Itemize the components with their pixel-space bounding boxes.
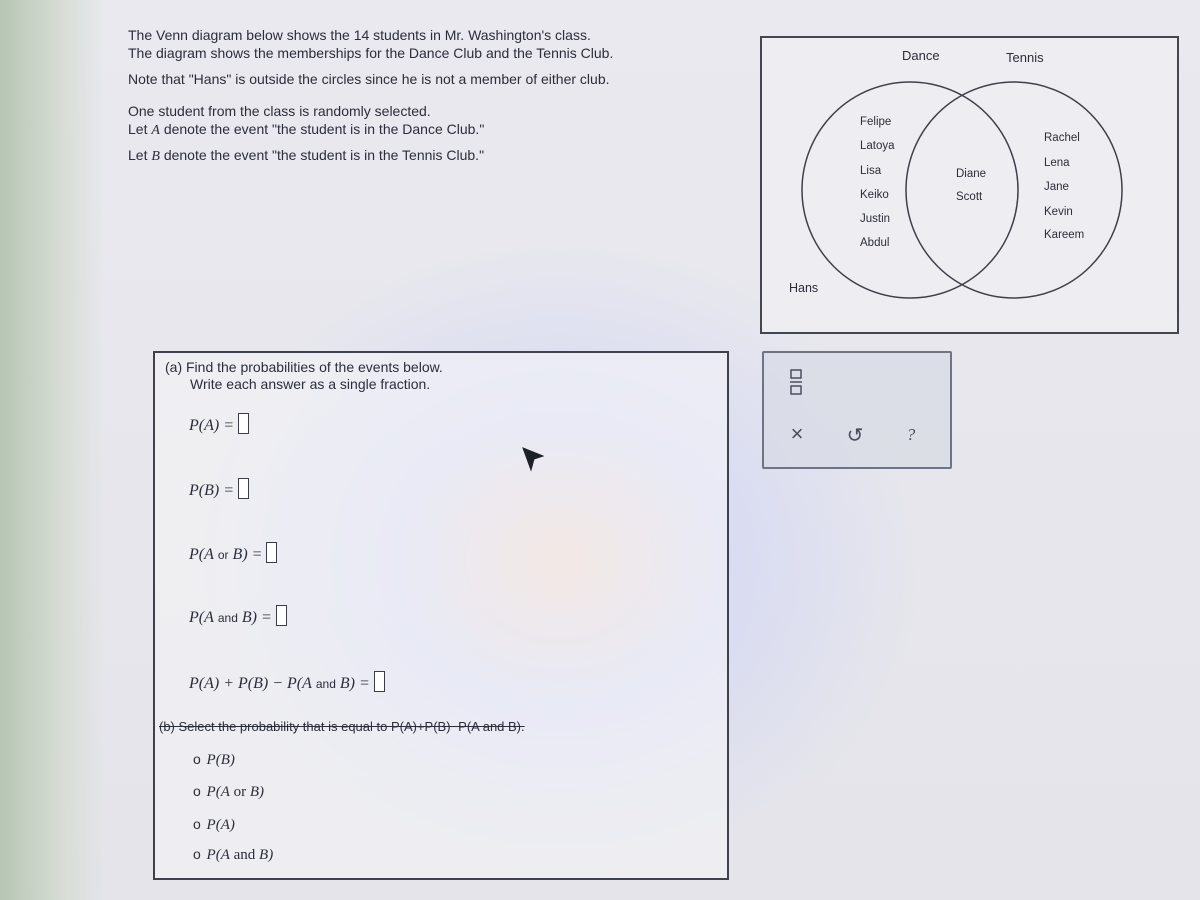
p-a-and-b-label-end: B) = — [241, 609, 272, 626]
p-a-label: P(A) = — [189, 417, 234, 434]
venn-name-scott: Scott — [956, 191, 983, 203]
option-p-a-and-b[interactable] — [193, 846, 273, 864]
intro-line-2: The diagram shows the memberships for the Dance Club and the Tennis Club. — [128, 45, 614, 61]
venn-name-kareem: Kareem — [1044, 229, 1085, 241]
event-b-suffix: denote the event "the student is in the Tennis Club." — [163, 147, 485, 163]
p-a-and-b-row — [189, 605, 287, 627]
venn-name-lena: Lena — [1044, 157, 1070, 169]
math-toolbar — [762, 351, 952, 469]
venn-name-justin: Justin — [860, 213, 891, 225]
radio-icon[interactable]: o — [193, 816, 201, 832]
p-a-and-b-label-start: P(A — [189, 609, 214, 626]
event-a-definition — [128, 120, 738, 140]
answer-panel — [153, 351, 729, 880]
venn-name-felipe: Felipe — [860, 116, 892, 128]
left-edge-background — [0, 0, 105, 900]
option-p-a-or-b[interactable] — [193, 783, 264, 801]
option-p-a-or-b-end: B) — [249, 784, 265, 800]
radio-icon[interactable]: o — [193, 751, 201, 767]
p-b-row — [189, 478, 249, 500]
option-or-word: or — [233, 784, 247, 800]
venn-name-hans: Hans — [789, 281, 819, 295]
p-b-answer-input[interactable] — [238, 478, 249, 499]
option-p-a-and-b-start: P(A — [206, 847, 230, 863]
dance-label: Dance — [902, 48, 940, 63]
dance-circle — [802, 82, 1018, 298]
tennis-label: Tennis — [1006, 50, 1044, 65]
help-icon[interactable]: ? — [906, 425, 916, 444]
radio-icon[interactable]: o — [193, 846, 201, 862]
event-b-definition — [128, 146, 738, 166]
venn-circles — [762, 38, 1177, 332]
venn-name-keiko: Keiko — [860, 189, 889, 201]
sum-row — [189, 671, 385, 693]
p-a-or-b-answer-input[interactable] — [266, 542, 277, 563]
undo-icon[interactable]: ↺ — [846, 425, 864, 447]
fraction-icon[interactable] — [788, 369, 804, 400]
option-p-a-and-b-end: B) — [259, 847, 274, 863]
intro-selected: One student from the class is randomly selected. — [128, 103, 431, 119]
option-p-b-label: P(B) — [206, 752, 235, 768]
event-b-var: B — [151, 149, 160, 164]
sum-answer-input[interactable] — [374, 671, 385, 692]
venn-diagram — [760, 36, 1179, 334]
p-a-or-b-label-start: P(A — [189, 546, 214, 563]
part-a-heading — [165, 359, 443, 393]
part-b-heading: (b) Select the probability that is equal to P(A)+P(B)−P(A and B). — [159, 719, 525, 734]
sum-and-word: and — [315, 677, 336, 691]
venn-name-diane: Diane — [956, 168, 987, 180]
intro-note: Note that "Hans" is outside the circles since he is not a member of either club. — [128, 71, 610, 87]
p-a-and-b-answer-input[interactable] — [276, 605, 287, 626]
event-a-var: A — [151, 123, 160, 138]
and-word: and — [217, 611, 238, 625]
option-p-a[interactable] — [193, 816, 235, 834]
option-p-a-label: P(A) — [206, 817, 235, 833]
or-word: or — [217, 548, 229, 562]
option-p-b[interactable] — [193, 751, 235, 769]
p-a-row — [189, 413, 249, 435]
p-b-label: P(B) = — [189, 482, 234, 499]
option-and-word: and — [233, 847, 256, 863]
venn-name-latoya: Latoya — [860, 140, 895, 152]
venn-name-rachel: Rachel — [1044, 132, 1080, 144]
tennis-circle — [906, 82, 1122, 298]
problem-intro — [128, 26, 738, 166]
intro-line-1: The Venn diagram below shows the 14 students in Mr. Washington's class. — [128, 27, 591, 43]
venn-name-jane: Jane — [1044, 181, 1069, 193]
sum-label-start: P(A) + P(B) − P(A — [189, 675, 312, 692]
close-icon[interactable]: × — [790, 421, 804, 446]
venn-name-kevin: Kevin — [1044, 206, 1073, 218]
p-a-or-b-label-end: B) = — [232, 546, 263, 563]
mouse-cursor-icon — [522, 447, 544, 478]
p-a-answer-input[interactable] — [238, 413, 249, 434]
event-b-prefix: Let — [128, 147, 148, 163]
sum-label-end: B) = — [339, 675, 370, 692]
radio-icon[interactable]: o — [193, 783, 201, 799]
option-p-a-or-b-start: P(A — [206, 784, 230, 800]
venn-name-lisa: Lisa — [860, 165, 882, 177]
event-a-prefix: Let — [128, 121, 148, 137]
event-a-suffix: denote the event "the student is in the Dance Club." — [163, 121, 485, 137]
venn-name-abdul: Abdul — [860, 237, 890, 249]
part-a-line-1: (a) Find the probabilities of the events below. — [165, 359, 443, 375]
part-a-line-2: Write each answer as a single fraction. — [190, 376, 431, 392]
p-a-or-b-row — [189, 542, 277, 564]
